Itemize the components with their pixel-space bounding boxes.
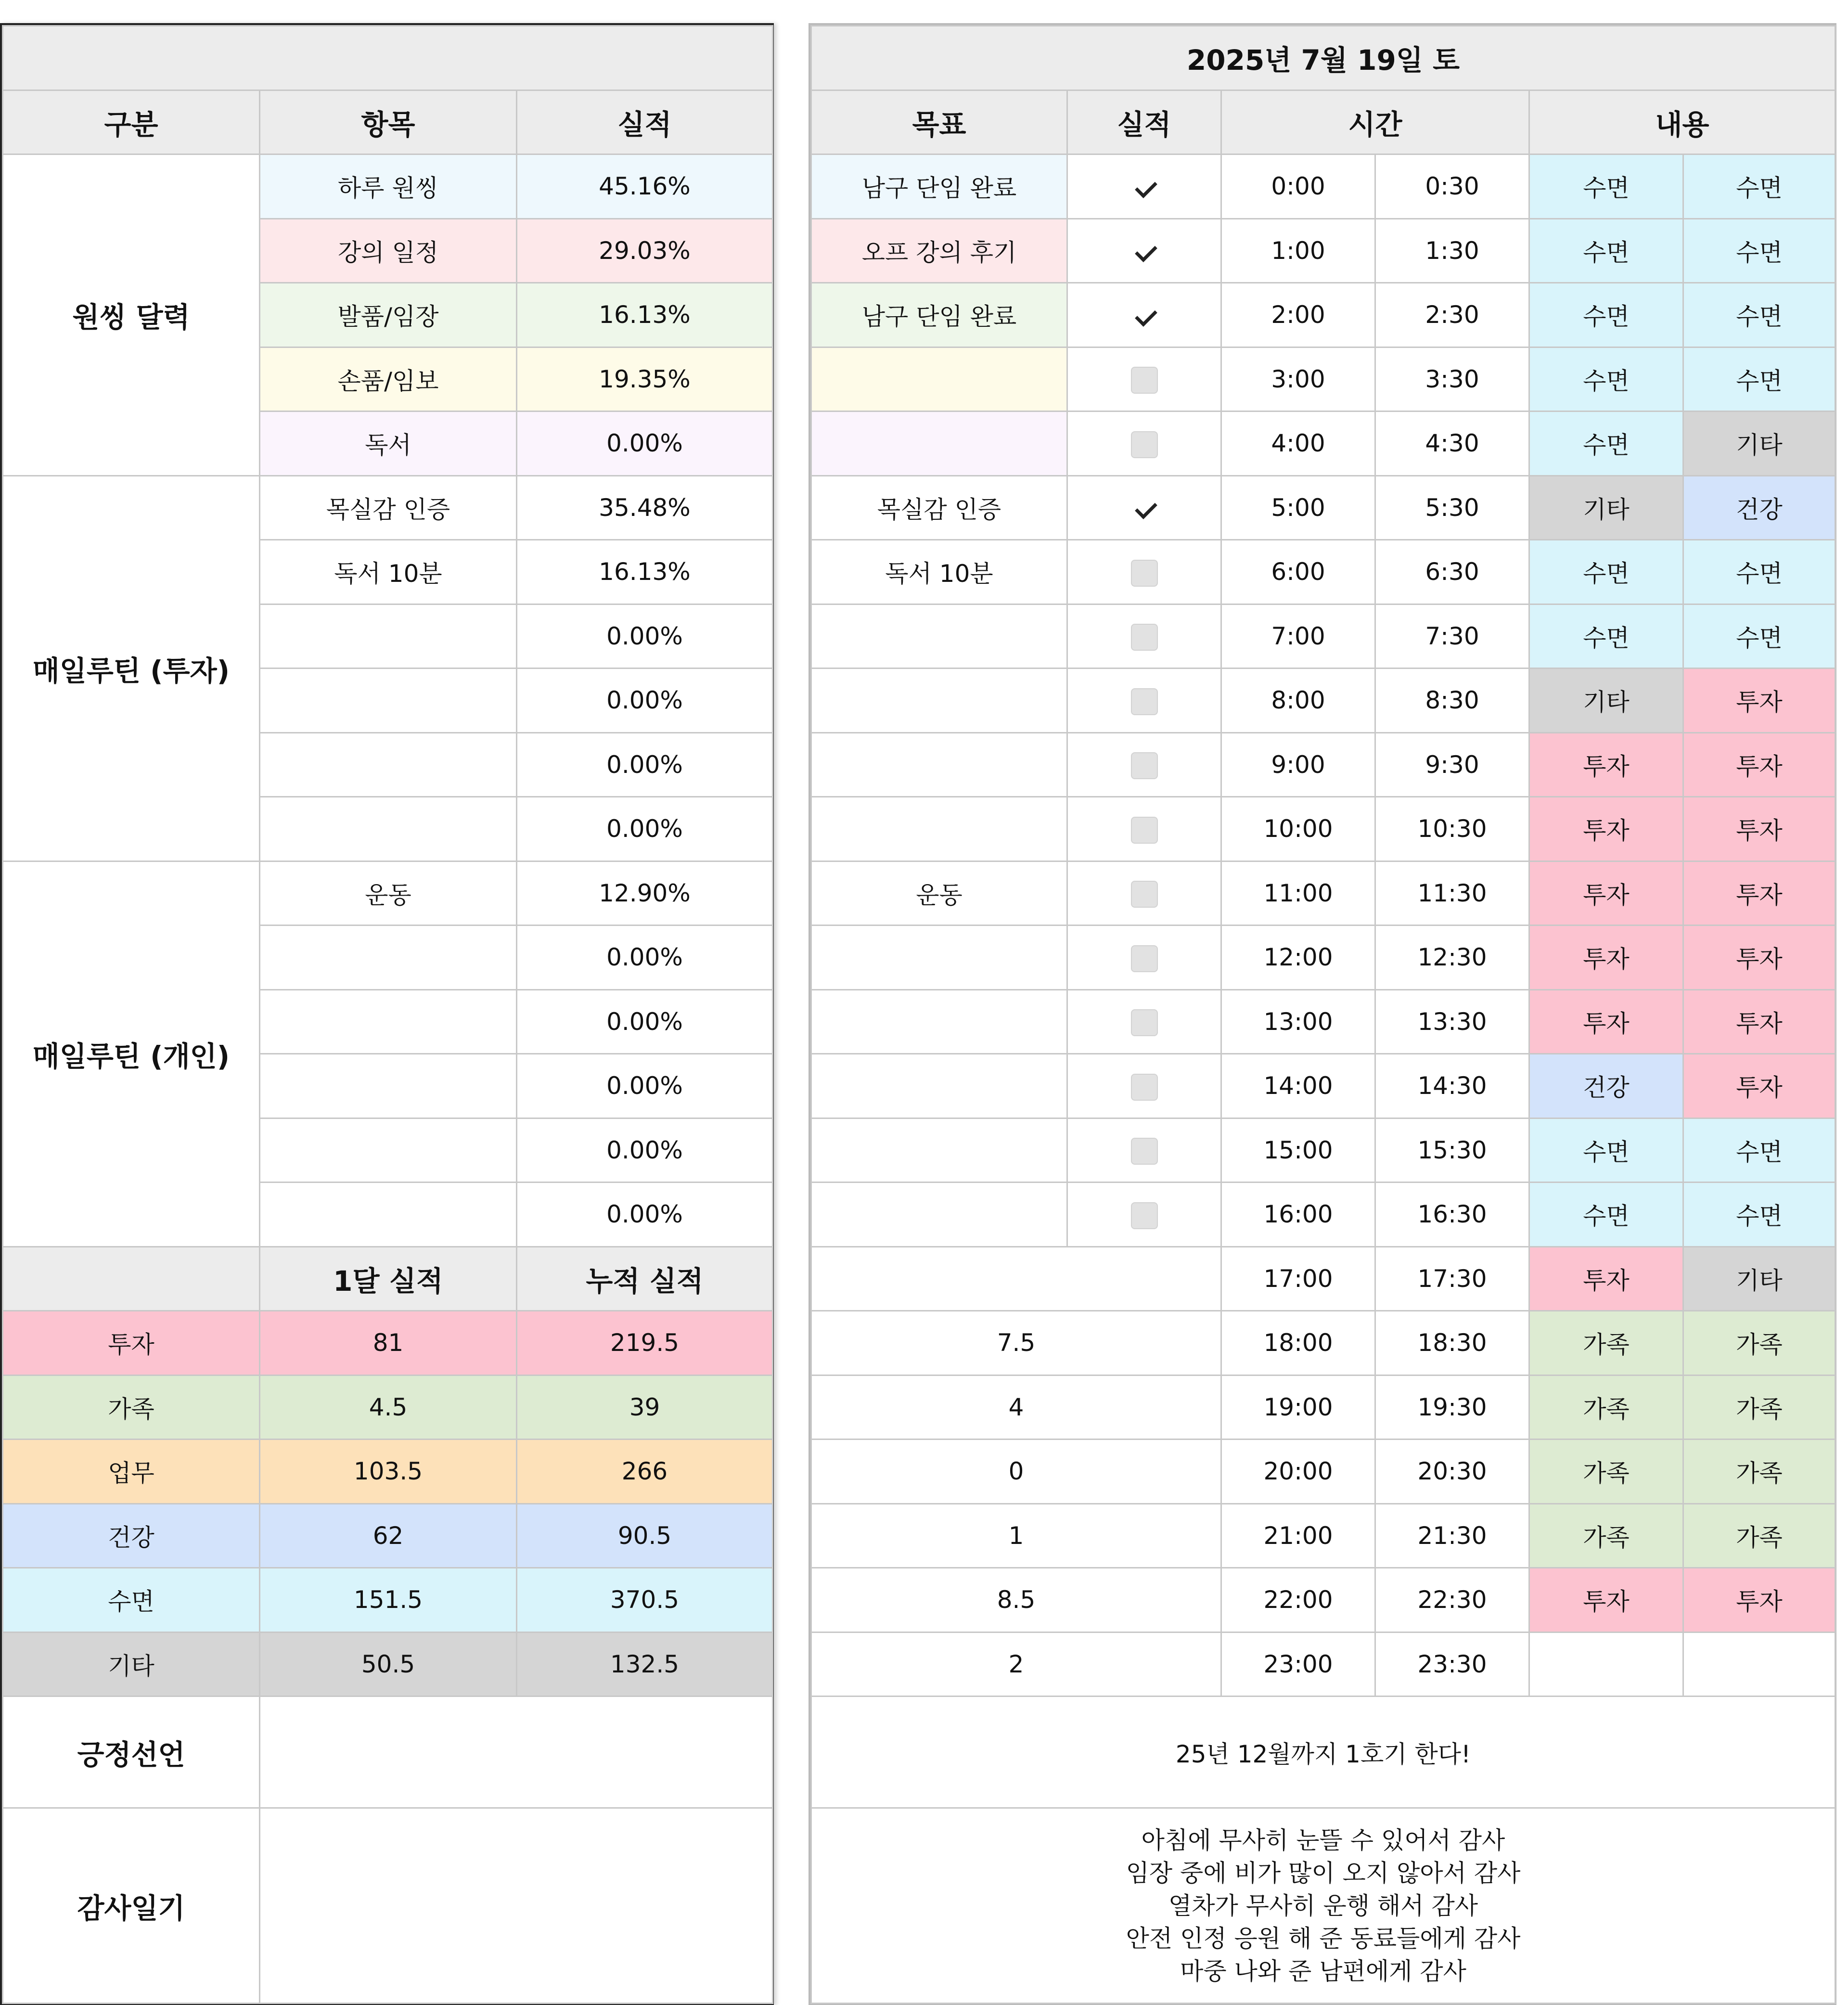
- summary-row: [3, 1311, 773, 1375]
- header-item: 항목: [260, 90, 517, 154]
- schedule-row: [811, 1311, 1835, 1375]
- summary-category: 가족: [3, 1375, 260, 1439]
- goal-cell: [811, 347, 1067, 411]
- content-cell[interactable]: 수면: [1529, 604, 1683, 668]
- time-start: 14:00: [1221, 1054, 1375, 1118]
- summary-category: 건강: [3, 1504, 260, 1568]
- done-cell: [1067, 990, 1221, 1054]
- done-cell: [1067, 668, 1221, 733]
- metric-row: [3, 154, 773, 219]
- time-half: 12:30: [1375, 925, 1529, 990]
- content-cell[interactable]: [1529, 1632, 1683, 1697]
- time-half: 4:30: [1375, 411, 1529, 476]
- checkbox-checked-icon[interactable]: [1131, 238, 1158, 265]
- time-start: 16:00: [1221, 1182, 1375, 1247]
- checkbox-empty-icon[interactable]: [1131, 1009, 1158, 1036]
- summary-total: 370.5: [517, 1568, 773, 1632]
- time-half: 21:30: [1375, 1504, 1529, 1568]
- content-cell[interactable]: 투자: [1683, 733, 1835, 797]
- time-half: 22:30: [1375, 1568, 1529, 1632]
- time-start: 10:00: [1221, 797, 1375, 861]
- time-half: 23:30: [1375, 1632, 1529, 1697]
- goal-cell: [811, 1118, 1067, 1182]
- done-cell: [1067, 733, 1221, 797]
- time-half: 10:30: [1375, 797, 1529, 861]
- checkbox-empty-icon[interactable]: [1131, 817, 1158, 844]
- goal-cell: 독서 10분: [811, 540, 1067, 604]
- checkbox-empty-icon[interactable]: [1131, 367, 1158, 394]
- goal-cell: [811, 604, 1067, 668]
- time-start: 7:00: [1221, 604, 1375, 668]
- content-cell[interactable]: 투자: [1529, 990, 1683, 1054]
- content-cell[interactable]: 기타: [1683, 1247, 1835, 1311]
- content-cell[interactable]: 가족: [1529, 1504, 1683, 1568]
- done-cell: [1067, 154, 1221, 219]
- time-start: 4:00: [1221, 411, 1375, 476]
- content-cell[interactable]: 수면: [1529, 283, 1683, 347]
- schedule-row: [811, 347, 1835, 411]
- content-cell[interactable]: 수면: [1529, 540, 1683, 604]
- content-cell[interactable]: 수면: [1683, 347, 1835, 411]
- schedule-row: [811, 154, 1835, 219]
- left-panel: [0, 23, 774, 2005]
- header-content: 내용: [1529, 90, 1835, 154]
- time-half: 16:30: [1375, 1182, 1529, 1247]
- metric-item: [260, 604, 517, 668]
- metric-value: 0.00%: [517, 668, 773, 733]
- header-result: 실적: [517, 90, 773, 154]
- goal-cell: 목실감 인증: [811, 476, 1067, 540]
- schedule-row: [811, 283, 1835, 347]
- content-cell[interactable]: 수면: [1529, 154, 1683, 219]
- time-start: 3:00: [1221, 347, 1375, 411]
- done-cell: [1067, 797, 1221, 861]
- summary-row: [3, 1568, 773, 1632]
- content-cell[interactable]: 가족: [1529, 1375, 1683, 1439]
- schedule-row: [811, 604, 1835, 668]
- checkbox-checked-icon[interactable]: [1131, 303, 1158, 330]
- header-time: 시간: [1221, 90, 1529, 154]
- metric-item: [260, 733, 517, 797]
- checkbox-empty-icon[interactable]: [1131, 560, 1158, 587]
- done-cell: [1067, 861, 1221, 925]
- content-cell[interactable]: 가족: [1529, 1311, 1683, 1375]
- content-cell[interactable]: 투자: [1683, 861, 1835, 925]
- summary-month: 50.5: [260, 1632, 517, 1697]
- schedule-row: [811, 1632, 1835, 1697]
- metric-item: [260, 797, 517, 861]
- content-cell[interactable]: 건강: [1529, 1054, 1683, 1118]
- done-cell: [1067, 1054, 1221, 1118]
- schedule-row: [811, 411, 1835, 476]
- metric-value: 0.00%: [517, 1182, 773, 1247]
- done-cell: [1067, 540, 1221, 604]
- checkbox-empty-icon[interactable]: [1131, 752, 1158, 779]
- schedule-row: [811, 861, 1835, 925]
- content-cell[interactable]: 투자: [1529, 861, 1683, 925]
- time-half: 13:30: [1375, 990, 1529, 1054]
- content-cell[interactable]: 수면: [1683, 1118, 1835, 1182]
- content-cell[interactable]: 수면: [1683, 1182, 1835, 1247]
- goal-cell: [811, 925, 1067, 990]
- header-goal: 목표: [811, 90, 1067, 154]
- metric-item: 목실감 인증: [260, 476, 517, 540]
- daily-hours-cell: 4: [811, 1375, 1221, 1439]
- content-cell[interactable]: 투자: [1529, 1247, 1683, 1311]
- content-cell[interactable]: 수면: [1529, 1118, 1683, 1182]
- metric-item: [260, 668, 517, 733]
- schedule-row: [811, 1375, 1835, 1439]
- goal-cell: [811, 990, 1067, 1054]
- summary-category: 투자: [3, 1311, 260, 1375]
- content-cell[interactable]: 투자: [1683, 668, 1835, 733]
- time-half: 0:30: [1375, 154, 1529, 219]
- checkbox-empty-icon[interactable]: [1131, 1138, 1158, 1165]
- metric-value: 35.48%: [517, 476, 773, 540]
- time-start: 1:00: [1221, 218, 1375, 283]
- time-start: 23:00: [1221, 1632, 1375, 1697]
- schedule-row: [811, 733, 1835, 797]
- content-cell[interactable]: 투자: [1683, 797, 1835, 861]
- content-cell[interactable]: 수면: [1529, 347, 1683, 411]
- time-start: 13:00: [1221, 990, 1375, 1054]
- daily-hours-cell: [811, 1247, 1221, 1311]
- content-cell[interactable]: 가족: [1683, 1375, 1835, 1439]
- metric-value: 45.16%: [517, 154, 773, 219]
- metric-item: [260, 1182, 517, 1247]
- done-cell: [1067, 347, 1221, 411]
- goal-cell: [811, 668, 1067, 733]
- time-half: 9:30: [1375, 733, 1529, 797]
- time-start: 0:00: [1221, 154, 1375, 219]
- content-cell[interactable]: [1683, 1632, 1835, 1697]
- left-table: [2, 25, 773, 2004]
- group-label: 매일루틴 (개인): [3, 861, 260, 1247]
- schedule-row: [811, 540, 1835, 604]
- time-start: 12:00: [1221, 925, 1375, 990]
- time-half: 1:30: [1375, 218, 1529, 283]
- done-cell: [1067, 1182, 1221, 1247]
- metric-item: 손품/임보: [260, 347, 517, 411]
- schedule-row: [811, 1439, 1835, 1504]
- affirmation-text: 25년 12월까지 1호기 한다!: [811, 1697, 1835, 1808]
- content-cell[interactable]: 기타: [1683, 411, 1835, 476]
- summary-month: 103.5: [260, 1439, 517, 1504]
- summary-header-total: 누적 실적: [517, 1247, 773, 1311]
- content-cell[interactable]: 투자: [1683, 1054, 1835, 1118]
- metric-value: 0.00%: [517, 1054, 773, 1118]
- content-cell[interactable]: 투자: [1529, 1568, 1683, 1632]
- metric-value: 0.00%: [517, 1118, 773, 1182]
- summary-month: 81: [260, 1311, 517, 1375]
- time-start: 9:00: [1221, 733, 1375, 797]
- content-cell[interactable]: 가족: [1529, 1439, 1683, 1504]
- content-cell[interactable]: 가족: [1683, 1439, 1835, 1504]
- goal-cell: 남구 단임 완료: [811, 283, 1067, 347]
- metric-value: 16.13%: [517, 540, 773, 604]
- content-cell[interactable]: 가족: [1683, 1504, 1835, 1568]
- time-half: 18:30: [1375, 1311, 1529, 1375]
- time-start: 15:00: [1221, 1118, 1375, 1182]
- content-cell[interactable]: 수면: [1529, 411, 1683, 476]
- content-cell[interactable]: 건강: [1683, 476, 1835, 540]
- metric-item: 독서 10분: [260, 540, 517, 604]
- time-half: 3:30: [1375, 347, 1529, 411]
- content-cell[interactable]: 수면: [1529, 218, 1683, 283]
- schedule-table: [810, 25, 1836, 2004]
- checkbox-empty-icon[interactable]: [1131, 1074, 1158, 1101]
- schedule-row: [811, 218, 1835, 283]
- schedule-row: [811, 668, 1835, 733]
- done-cell: [1067, 218, 1221, 283]
- content-cell[interactable]: 투자: [1683, 1568, 1835, 1632]
- time-start: 11:00: [1221, 861, 1375, 925]
- content-cell[interactable]: 투자: [1683, 990, 1835, 1054]
- time-half: 7:30: [1375, 604, 1529, 668]
- done-cell: [1067, 283, 1221, 347]
- goal-cell: [811, 797, 1067, 861]
- daily-hours-cell: 7.5: [811, 1311, 1221, 1375]
- metric-item: [260, 990, 517, 1054]
- summary-total: 132.5: [517, 1632, 773, 1697]
- metric-item: 운동: [260, 861, 517, 925]
- goal-cell: [811, 411, 1067, 476]
- schedule-row: [811, 990, 1835, 1054]
- summary-total: 219.5: [517, 1311, 773, 1375]
- content-cell[interactable]: 수면: [1683, 154, 1835, 219]
- gratitude-label: 감사일기: [3, 1808, 260, 2004]
- done-cell: [1067, 411, 1221, 476]
- time-half: 14:30: [1375, 1054, 1529, 1118]
- time-half: 6:30: [1375, 540, 1529, 604]
- summary-row: [3, 1632, 773, 1697]
- time-start: 18:00: [1221, 1311, 1375, 1375]
- time-half: 19:30: [1375, 1375, 1529, 1439]
- content-cell[interactable]: 수면: [1683, 218, 1835, 283]
- content-cell[interactable]: 투자: [1683, 925, 1835, 990]
- time-start: 5:00: [1221, 476, 1375, 540]
- left-title-bar: [3, 26, 773, 90]
- content-cell[interactable]: 가족: [1683, 1311, 1835, 1375]
- done-cell: [1067, 925, 1221, 990]
- schedule-row: [811, 1247, 1835, 1311]
- metric-value: 16.13%: [517, 283, 773, 347]
- done-cell: [1067, 604, 1221, 668]
- metric-value: 12.90%: [517, 861, 773, 925]
- checkbox-empty-icon[interactable]: [1131, 688, 1158, 715]
- checkbox-checked-icon[interactable]: [1131, 495, 1158, 522]
- metric-row: [3, 861, 773, 925]
- time-half: 15:30: [1375, 1118, 1529, 1182]
- time-half: 5:30: [1375, 476, 1529, 540]
- schedule-row: [811, 1182, 1835, 1247]
- schedule-row: [811, 797, 1835, 861]
- metric-value: 29.03%: [517, 218, 773, 283]
- right-panel: [808, 23, 1836, 2005]
- schedule-row: [811, 925, 1835, 990]
- metric-item: 강의 일정: [260, 218, 517, 283]
- time-start: 8:00: [1221, 668, 1375, 733]
- daily-hours-cell: 1: [811, 1504, 1221, 1568]
- metric-item: [260, 1054, 517, 1118]
- done-cell: [1067, 1118, 1221, 1182]
- time-start: 17:00: [1221, 1247, 1375, 1311]
- content-cell[interactable]: 투자: [1529, 733, 1683, 797]
- time-start: 6:00: [1221, 540, 1375, 604]
- metric-value: 0.00%: [517, 990, 773, 1054]
- checkbox-empty-icon[interactable]: [1131, 431, 1158, 458]
- summary-category: 기타: [3, 1632, 260, 1697]
- gratitude-blank: [260, 1808, 773, 2004]
- checkbox-empty-icon[interactable]: [1131, 881, 1158, 908]
- checkbox-empty-icon[interactable]: [1131, 1202, 1158, 1229]
- time-start: 21:00: [1221, 1504, 1375, 1568]
- metric-value: 19.35%: [517, 347, 773, 411]
- metric-item: 하루 원씽: [260, 154, 517, 219]
- summary-month: 4.5: [260, 1375, 517, 1439]
- summary-total: 39: [517, 1375, 773, 1439]
- time-half: 17:30: [1375, 1247, 1529, 1311]
- goal-cell: 남구 단임 완료: [811, 154, 1067, 219]
- content-cell[interactable]: 수면: [1683, 604, 1835, 668]
- affirmation-label: 긍정선언: [3, 1697, 260, 1808]
- summary-row: [3, 1504, 773, 1568]
- content-cell[interactable]: 기타: [1529, 476, 1683, 540]
- content-cell[interactable]: 투자: [1529, 925, 1683, 990]
- daily-hours-cell: 8.5: [811, 1568, 1221, 1632]
- goal-cell: [811, 1182, 1067, 1247]
- affirmation-blank: [260, 1697, 773, 1808]
- gratitude-text: 아침에 무사히 눈뜰 수 있어서 감사 임장 중에 비가 많이 오지 않아서 감사 열차가 무사히 운행 해서 감사 안전 인정 응원 해 준 동료들에게 감사 마중 나와 준 남편에게 감사: [811, 1808, 1835, 2004]
- done-cell: [1067, 476, 1221, 540]
- goal-cell: 오프 강의 후기: [811, 218, 1067, 283]
- header-division: 구분: [3, 90, 260, 154]
- checkbox-empty-icon[interactable]: [1131, 945, 1158, 972]
- metric-row: [3, 476, 773, 540]
- metric-value: 0.00%: [517, 733, 773, 797]
- metric-value: 0.00%: [517, 797, 773, 861]
- metric-value: 0.00%: [517, 925, 773, 990]
- summary-header-month: 1달 실적: [260, 1247, 517, 1311]
- time-start: 20:00: [1221, 1439, 1375, 1504]
- content-cell[interactable]: 수면: [1683, 540, 1835, 604]
- summary-category: 수면: [3, 1568, 260, 1632]
- summary-total: 266: [517, 1439, 773, 1504]
- group-label: 매일루틴 (투자): [3, 476, 260, 861]
- time-half: 2:30: [1375, 283, 1529, 347]
- summary-category: 업무: [3, 1439, 260, 1504]
- header-done: 실적: [1067, 90, 1221, 154]
- time-start: 2:00: [1221, 283, 1375, 347]
- goal-cell: [811, 733, 1067, 797]
- metric-value: 0.00%: [517, 604, 773, 668]
- schedule-row: [811, 1568, 1835, 1632]
- content-cell[interactable]: 투자: [1529, 797, 1683, 861]
- time-start: 22:00: [1221, 1568, 1375, 1632]
- daily-hours-cell: 2: [811, 1632, 1221, 1697]
- summary-row: [3, 1375, 773, 1439]
- metric-item: 독서: [260, 411, 517, 476]
- time-half: 20:30: [1375, 1439, 1529, 1504]
- checkbox-empty-icon[interactable]: [1131, 624, 1158, 651]
- summary-total: 90.5: [517, 1504, 773, 1568]
- checkbox-checked-icon[interactable]: [1131, 174, 1158, 201]
- schedule-row: [811, 1118, 1835, 1182]
- summary-row: [3, 1439, 773, 1504]
- schedule-row: [811, 476, 1835, 540]
- content-cell[interactable]: 기타: [1529, 668, 1683, 733]
- goal-cell: [811, 1054, 1067, 1118]
- summary-month: 151.5: [260, 1568, 517, 1632]
- time-half: 11:30: [1375, 861, 1529, 925]
- summary-month: 62: [260, 1504, 517, 1568]
- time-start: 19:00: [1221, 1375, 1375, 1439]
- summary-header-blank: [3, 1247, 260, 1311]
- daily-hours-cell: 0: [811, 1439, 1221, 1504]
- content-cell[interactable]: 수면: [1529, 1182, 1683, 1247]
- time-half: 8:30: [1375, 668, 1529, 733]
- date-title: 2025년 7월 19일 토: [811, 26, 1835, 90]
- content-cell[interactable]: 수면: [1683, 283, 1835, 347]
- metric-item: [260, 925, 517, 990]
- group-label: 원씽 달력: [3, 154, 260, 476]
- schedule-row: [811, 1504, 1835, 1568]
- metric-item: [260, 1118, 517, 1182]
- metric-value: 0.00%: [517, 411, 773, 476]
- schedule-row: [811, 1054, 1835, 1118]
- metric-item: 발품/임장: [260, 283, 517, 347]
- goal-cell: 운동: [811, 861, 1067, 925]
